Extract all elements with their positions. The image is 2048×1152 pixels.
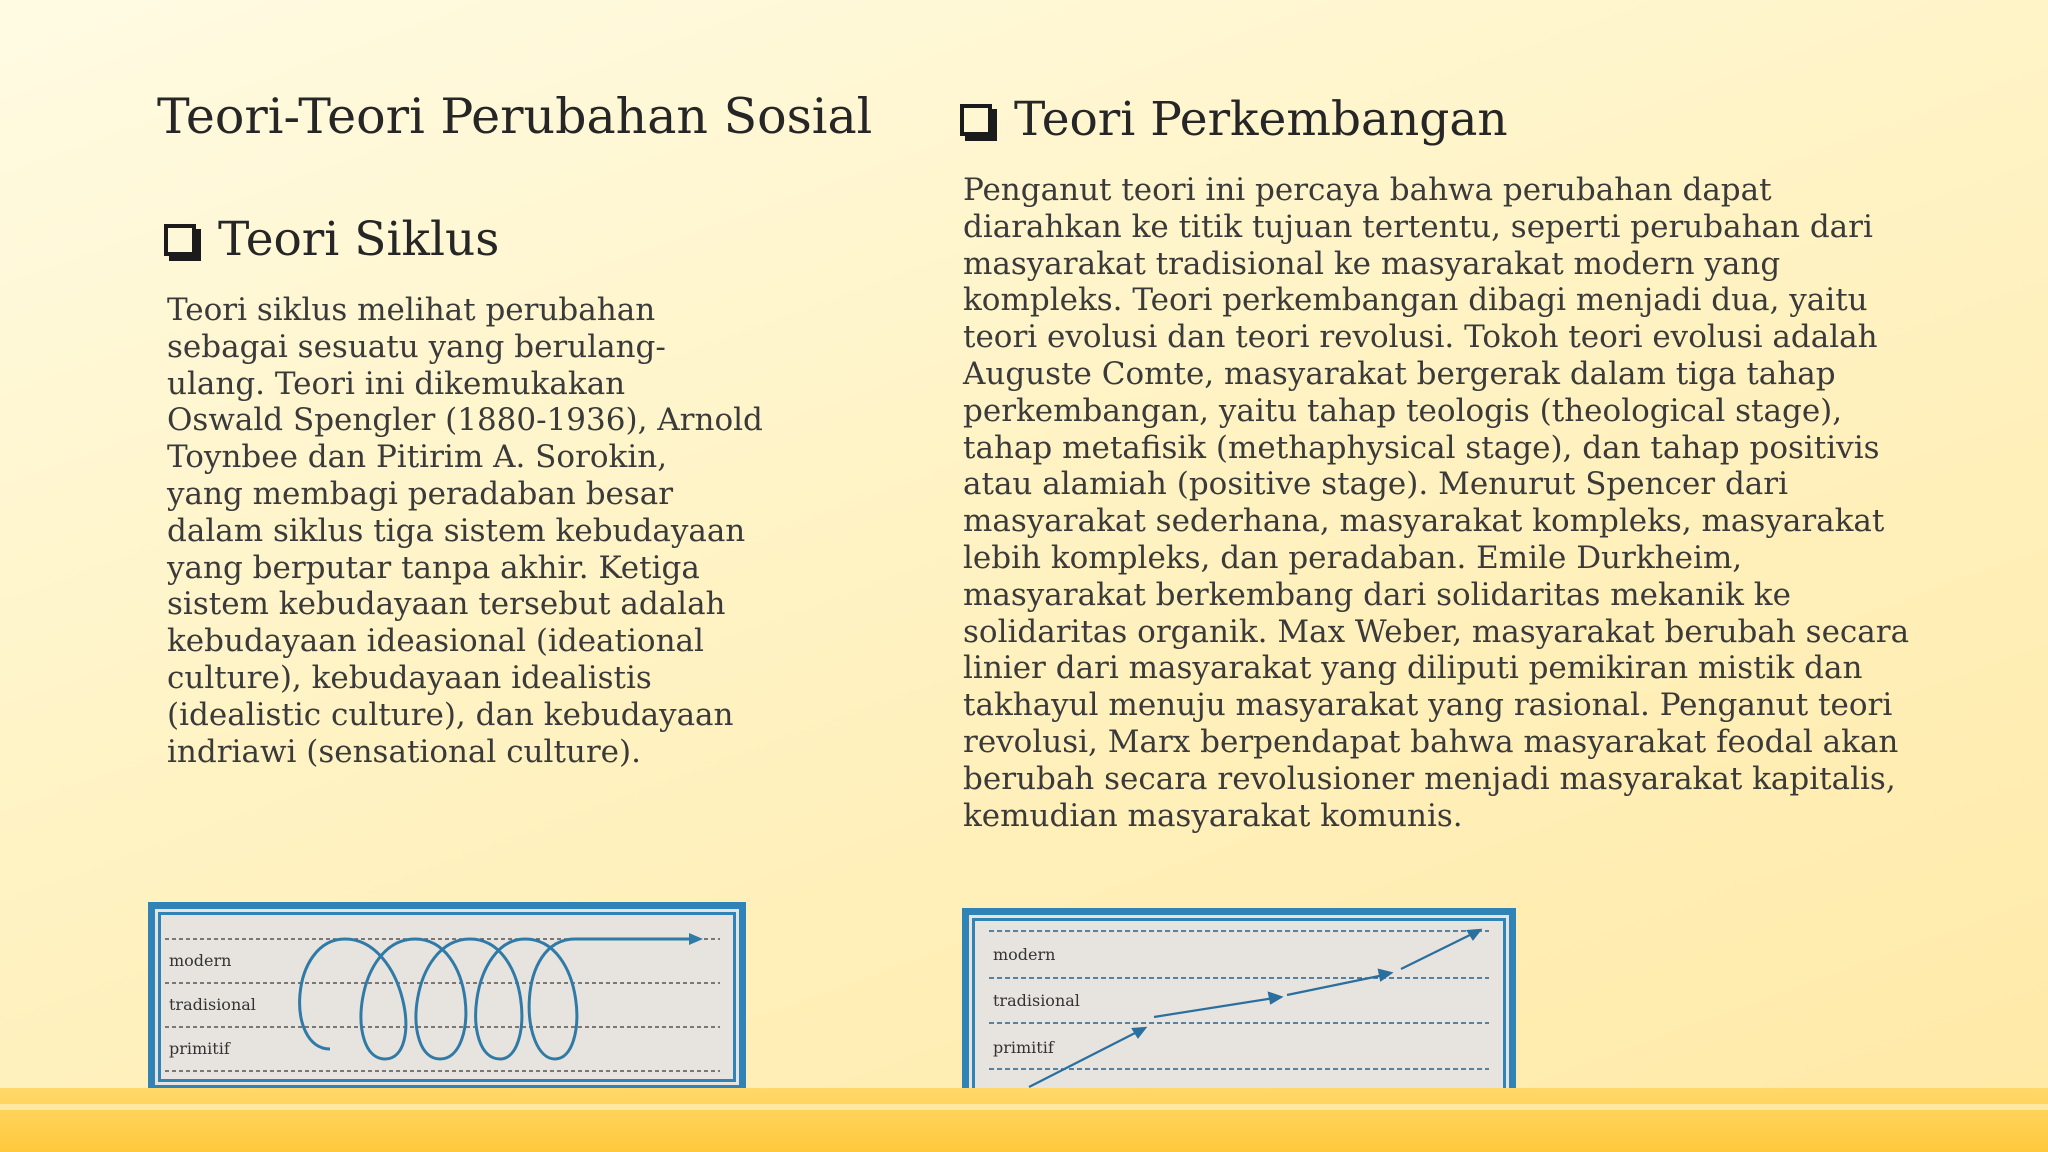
- section-heading-teori-siklus: [164, 212, 499, 267]
- section-heading-label: Teori Perkembangan: [1014, 92, 1508, 147]
- paragraph-line: Toynbee dan Pitirim A. Sorokin,: [167, 439, 668, 476]
- paragraph-line: Teori siklus melihat perubahan: [167, 292, 656, 328]
- paragraph-line: linier dari masyarakat yang diliputi pemikiran mistik dan: [963, 650, 1863, 687]
- paragraph-line: sistem kebudayaan tersebut adalah: [167, 586, 726, 623]
- diagram-label-tradisional: tradisional: [169, 995, 256, 1014]
- paragraph-line: kompleks. Teori perkembangan dibagi menjadi dua, yaitu: [963, 282, 1868, 319]
- paragraph-line: indriawi (sensational culture).: [167, 733, 641, 770]
- diagram-label-modern: modern: [169, 951, 232, 970]
- development-theory-diagram: [962, 908, 1516, 1104]
- diagram-label-primitif: primitif: [993, 1038, 1054, 1057]
- paragraph-line: yang membagi peradaban besar: [167, 475, 674, 512]
- slide-title: Teori-Teori Perubahan Sosial: [157, 88, 873, 145]
- paragraph-line: Oswald Spengler (1880-1936), Arnold: [167, 402, 763, 439]
- development-diagram-svg: [969, 915, 1509, 1097]
- cycle-theory-diagram: [148, 902, 746, 1092]
- paragraph-line: takhayul menuju masyarakat yang rasional. Penganut teori: [963, 687, 1893, 724]
- paragraph-line: Penganut teori ini percaya bahwa perubahan dapat: [963, 172, 1772, 208]
- paragraph-line: solidaritas organik. Max Weber, masyarakat berubah secara: [963, 613, 1910, 650]
- paragraph-line: yang berputar tanpa akhir. Ketiga: [167, 549, 700, 586]
- paragraph-line: tahap metafisik (methaphysical stage), dan tahap positivis: [963, 429, 1880, 466]
- paragraph-line: revolusi, Marx berpendapat bahwa masyarakat feodal akan: [963, 723, 1899, 760]
- paragraph-line: masyarakat berkembang dari solidaritas mekanik ke: [963, 576, 1791, 613]
- paragraph-line: masyarakat tradisional ke masyarakat modern yang: [963, 245, 1781, 282]
- paragraph-line: Auguste Comte, masyarakat bergerak dalam tiga tahap: [963, 355, 1836, 392]
- square-bullet-icon: [164, 224, 196, 256]
- paragraph-line: sebagai sesuatu yang berulang-: [167, 328, 666, 365]
- section-heading-teori-perkembangan: [960, 92, 1508, 147]
- teori-perkembangan-paragraph: [963, 172, 1910, 834]
- paragraph-line: culture), kebudayaan idealistis: [167, 659, 652, 696]
- footer-stripe: [0, 1104, 2048, 1110]
- arrow-head-icon: [689, 933, 703, 945]
- paragraph-line: berubah secara revolusioner menjadi masyarakat kapitalis,: [963, 760, 1896, 797]
- paragraph-line: kemudian masyarakat komunis.: [963, 797, 1463, 834]
- paragraph-line: lebih kompleks, dan peradaban. Emile Durkheim,: [963, 539, 1743, 576]
- teori-siklus-paragraph: [167, 292, 763, 770]
- square-bullet-icon: [960, 104, 992, 136]
- paragraph-line: masyarakat sederhana, masyarakat kompleks, masyarakat: [963, 503, 1885, 540]
- paragraph-line: perkembangan, yaitu tahap teologis (theological stage),: [963, 392, 1843, 429]
- cycle-diagram-svg: [155, 909, 739, 1085]
- diagram-label-primitif: primitif: [169, 1039, 230, 1058]
- diagram-label-tradisional: tradisional: [993, 991, 1080, 1010]
- diagram-label-modern: modern: [993, 945, 1056, 964]
- footer-band: [0, 1088, 2048, 1152]
- spiral-loops: [300, 939, 695, 1059]
- paragraph-line: teori evolusi dan teori revolusi. Tokoh teori evolusi adalah: [963, 319, 1878, 356]
- paragraph-line: ulang. Teori ini dikemukakan: [167, 365, 626, 402]
- progress-arrows: [1029, 930, 1480, 1087]
- paragraph-line: (idealistic culture), dan kebudayaan: [167, 696, 734, 733]
- paragraph-line: atau alamiah (positive stage). Menurut Spencer dari: [963, 466, 1789, 503]
- paragraph-line: kebudayaan ideasional (ideational: [167, 623, 704, 660]
- paragraph-line: dalam siklus tiga sistem kebudayaan: [167, 512, 746, 549]
- section-heading-label: Teori Siklus: [218, 212, 500, 267]
- paragraph-line: diarahkan ke titik tujuan tertentu, seperti perubahan dari: [963, 208, 1873, 245]
